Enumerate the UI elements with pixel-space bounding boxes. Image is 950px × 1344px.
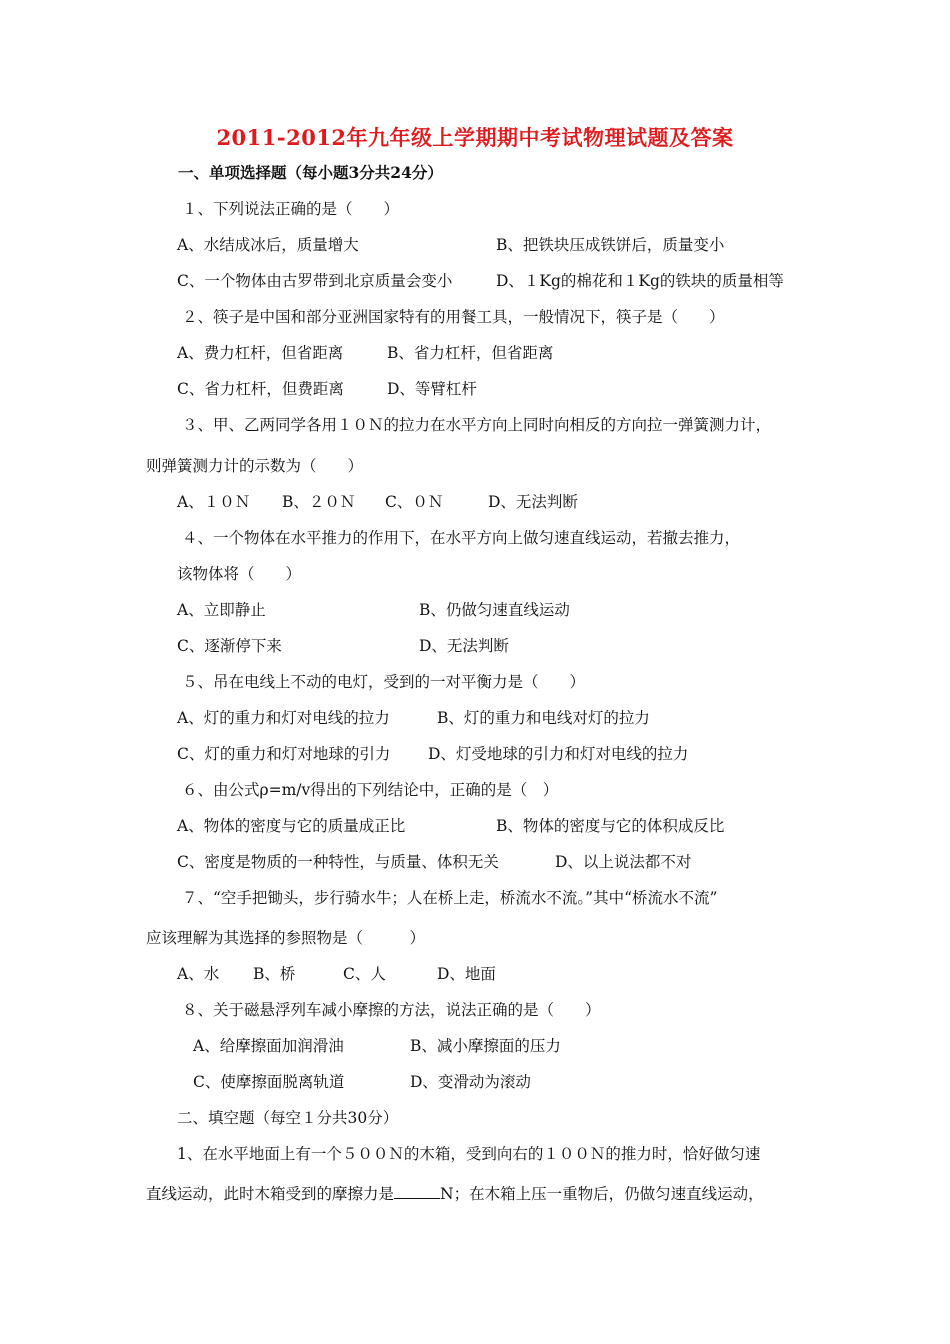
question-stem: 1、在水平地面上有一个５００Ｎ的木箱，受到向右的１００Ｎ的推力时，恰好做匀速 [177, 1145, 761, 1163]
option-text: B、仍做匀速直线运动 [419, 601, 570, 619]
option-text: D、无法判断 [419, 637, 509, 655]
section-heading-single-choice: 一、单项选择题（每小题3分共24分） [178, 163, 443, 182]
question-text: N；在木箱上压一重物后，仍做匀速直线运动， [440, 1185, 764, 1203]
option-text: D、地面 [437, 965, 496, 983]
option-text: C、０Ｎ [385, 493, 444, 511]
option-text: A、立即静止 [177, 601, 266, 619]
question-text: 直线运动，此时木箱受到的摩擦力是 [146, 1185, 395, 1203]
option-text: D、以上说法都不对 [555, 853, 692, 871]
option-text: C、一个物体由古罗带到北京质量会变小 [177, 272, 453, 290]
option-text: D、等臂杠杆 [387, 380, 477, 398]
option-text: B、２０Ｎ [282, 493, 356, 511]
option-text: A、１０Ｎ [177, 493, 251, 511]
option-text: D、变滑动为滚动 [410, 1073, 531, 1091]
question-stem: ６、由公式ρ=m/v得出的下列结论中，正确的是（ ） [182, 781, 559, 799]
question-stem: ７、“空手把锄头，步行骑水牛；人在桥上走，桥流水不流。”其中“桥流水不流” [182, 889, 718, 907]
question-stem: ８、关于磁悬浮列车减小摩擦的方法，说法正确的是（ ） [182, 1001, 601, 1019]
question-stem: ３、甲、乙两同学各用１０Ｎ的拉力在水平方向上同时向相反的方向拉一弹簧测力计， [182, 416, 772, 434]
document-title: 2011-2012年九年级上学期期中考试物理试题及答案 [216, 125, 734, 150]
option-text: D、灯受地球的引力和灯对电线的拉力 [428, 745, 689, 763]
question-stem: ２、筷子是中国和部分亚洲国家特有的用餐工具，一般情况下，筷子是（ ） [182, 308, 725, 326]
option-text: B、减小摩擦面的压力 [410, 1037, 561, 1055]
question-stem-continuation: 该物体将（ ） [177, 565, 302, 583]
question-stem-continuation [146, 1183, 764, 1205]
option-text: C、灯的重力和灯对地球的引力 [177, 745, 391, 763]
section-heading-fill-blank: 二、填空题（每空１分共30分） [177, 1109, 399, 1127]
question-stem: ４、一个物体在水平推力的作用下，在水平方向上做匀速直线运动，若撤去推力， [182, 529, 741, 547]
option-text: A、灯的重力和灯对电线的拉力 [177, 709, 390, 727]
option-text: C、使摩擦面脱离轨道 [193, 1073, 345, 1091]
option-text: A、水结成冰后，质量增大 [177, 236, 359, 254]
question-stem-continuation: 则弹簧测力计的示数为（ ） [146, 457, 364, 475]
question-stem-continuation: 应该理解为其选择的参照物是（ ） [146, 929, 426, 947]
option-text: B、把铁块压成铁饼后，质量变小 [496, 236, 725, 254]
question-stem: ５、吊在电线上不动的电灯，受到的一对平衡力是（ ） [182, 673, 586, 691]
option-text: C、人 [343, 965, 386, 983]
option-text: A、水 [177, 965, 220, 983]
option-text: B、物体的密度与它的体积成反比 [496, 817, 725, 835]
option-text: A、物体的密度与它的质量成正比 [177, 817, 406, 835]
option-text: C、密度是物质的一种特性，与质量、体积无关 [177, 853, 499, 871]
question-stem: １、下列说法正确的是（ ） [182, 200, 400, 218]
option-text: B、省力杠杆，但省距离 [387, 344, 554, 362]
option-text: D、１Kg的棉花和１Kg的铁块的质量相等 [496, 272, 784, 290]
option-text: B、灯的重力和电线对灯的拉力 [437, 709, 650, 727]
option-text: D、无法判断 [488, 493, 578, 511]
answer-blank [394, 1184, 440, 1199]
option-text: C、省力杠杆，但费距离 [177, 380, 344, 398]
option-text: A、费力杠杆，但省距离 [177, 344, 344, 362]
option-text: B、桥 [253, 965, 296, 983]
option-text: A、给摩擦面加润滑油 [193, 1037, 344, 1055]
option-text: C、逐渐停下来 [177, 637, 282, 655]
